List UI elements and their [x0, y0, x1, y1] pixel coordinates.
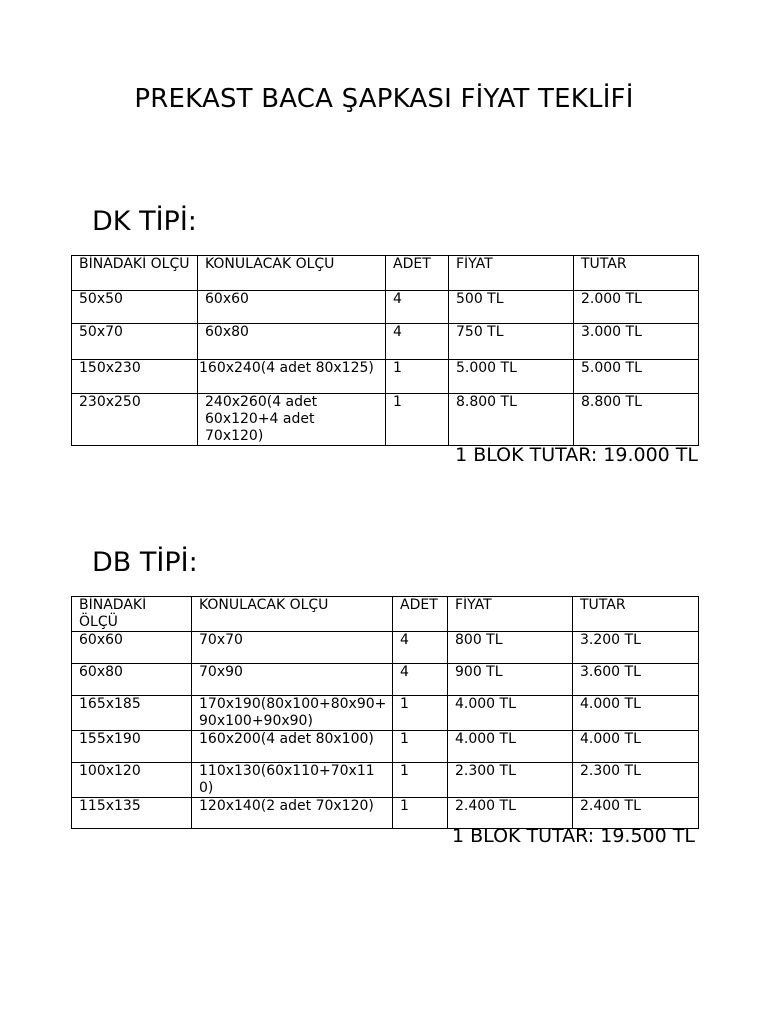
- table-cell: 60x80: [198, 324, 386, 360]
- table-cell: 4: [386, 324, 449, 360]
- table-row: [72, 632, 699, 664]
- table-cell: 1: [393, 798, 448, 829]
- table-cell: 170x190(80x100+80x90+90x100+90x90): [192, 696, 393, 731]
- table-cell: 165x185: [72, 696, 192, 731]
- table-cell: 60x80: [72, 664, 192, 696]
- header-cell-binadaki-olcu: BİNADAKİ ÖLÇÜ: [72, 256, 198, 291]
- header-cell-fiyat: FİYAT: [448, 597, 573, 632]
- table-row: [72, 798, 699, 829]
- table-cell: 240x260(4 adet 60x120+4 adet 70x120): [198, 394, 386, 446]
- table-cell: 3.000 TL: [574, 324, 699, 360]
- db-price-table: [71, 596, 699, 829]
- table-cell: 115x135: [72, 798, 192, 829]
- table-cell: 1: [393, 696, 448, 731]
- document-title: PREKAST BACA ŞAPKASI FİYAT TEKLİFİ: [134, 84, 634, 114]
- header-cell-adet: ADET: [386, 256, 449, 291]
- table-row: [72, 324, 699, 360]
- table-row: [72, 664, 699, 696]
- table-cell: 1: [386, 360, 449, 394]
- table-cell: 5.000 TL: [574, 360, 699, 394]
- table-cell: 800 TL: [448, 632, 573, 664]
- table-cell: 900 TL: [448, 664, 573, 696]
- dk-section-heading: DK TİPİ:: [92, 206, 197, 237]
- table-cell: 1: [393, 763, 448, 798]
- table-cell: 4.000 TL: [448, 696, 573, 731]
- table-cell: 4.000 TL: [448, 731, 573, 763]
- header-cell-konulacak-olcu: KONULACAK ÖLÇÜ: [198, 256, 386, 291]
- table-cell: 2.300 TL: [448, 763, 573, 798]
- table-cell: 120x140(2 adet 70x120): [192, 798, 393, 829]
- table-row: [72, 731, 699, 763]
- header-cell-tutar: TUTAR: [574, 256, 699, 291]
- header-cell-fiyat: FİYAT: [449, 256, 574, 291]
- table-cell: 4: [386, 291, 449, 324]
- table-cell: 4.000 TL: [573, 731, 699, 763]
- table-cell: 4: [393, 664, 448, 696]
- table-cell: 50x50: [72, 291, 198, 324]
- dk-price-table: [71, 255, 699, 446]
- table-cell: 160x240(4 adet 80x125): [198, 360, 386, 394]
- table-row: [72, 394, 699, 446]
- table-cell: 2.400 TL: [573, 798, 699, 829]
- table-cell: 2.400 TL: [448, 798, 573, 829]
- table-cell: 2.000 TL: [574, 291, 699, 324]
- table-header-row: [72, 597, 699, 632]
- table-cell: 2.300 TL: [573, 763, 699, 798]
- header-cell-konulacak-olcu: KONULACAK ÖLÇÜ: [192, 597, 393, 632]
- header-cell-binadaki-olcu: BİNADAKİ ÖLÇÜ: [72, 597, 192, 632]
- table-cell: 110x130(60x110+70x110): [192, 763, 393, 798]
- table-cell: 160x200(4 adet 80x100): [192, 731, 393, 763]
- table-cell: 100x120: [72, 763, 192, 798]
- table-row: [72, 291, 699, 324]
- header-cell-adet: ADET: [393, 597, 448, 632]
- table-cell: 1: [393, 731, 448, 763]
- table-header-row: [72, 256, 699, 291]
- table-row: [72, 696, 699, 731]
- table-cell: 8.800 TL: [574, 394, 699, 446]
- header-cell-tutar: TUTAR: [573, 597, 699, 632]
- table-cell: 8.800 TL: [449, 394, 574, 446]
- table-cell: 500 TL: [449, 291, 574, 324]
- table-cell: 4: [393, 632, 448, 664]
- table-cell: 155x190: [72, 731, 192, 763]
- db-section-heading: DB TİPİ:: [92, 547, 198, 578]
- table-cell: 60x60: [72, 632, 192, 664]
- table-cell: 70x90: [192, 664, 393, 696]
- table-cell: 50x70: [72, 324, 198, 360]
- table-cell: 3.600 TL: [573, 664, 699, 696]
- table-row: [72, 763, 699, 798]
- table-cell: 5.000 TL: [449, 360, 574, 394]
- table-cell: 3.200 TL: [573, 632, 699, 664]
- db-block-total: 1 BLOK TUTAR: 19.500 TL: [452, 825, 695, 847]
- table-row: [72, 360, 699, 394]
- table-cell: 750 TL: [449, 324, 574, 360]
- table-cell: 1: [386, 394, 449, 446]
- dk-block-total: 1 BLOK TUTAR: 19.000 TL: [455, 444, 698, 466]
- table-cell: 70x70: [192, 632, 393, 664]
- table-cell: 150x230: [72, 360, 198, 394]
- table-cell: 60x60: [198, 291, 386, 324]
- table-cell: 4.000 TL: [573, 696, 699, 731]
- table-cell: 230x250: [72, 394, 198, 446]
